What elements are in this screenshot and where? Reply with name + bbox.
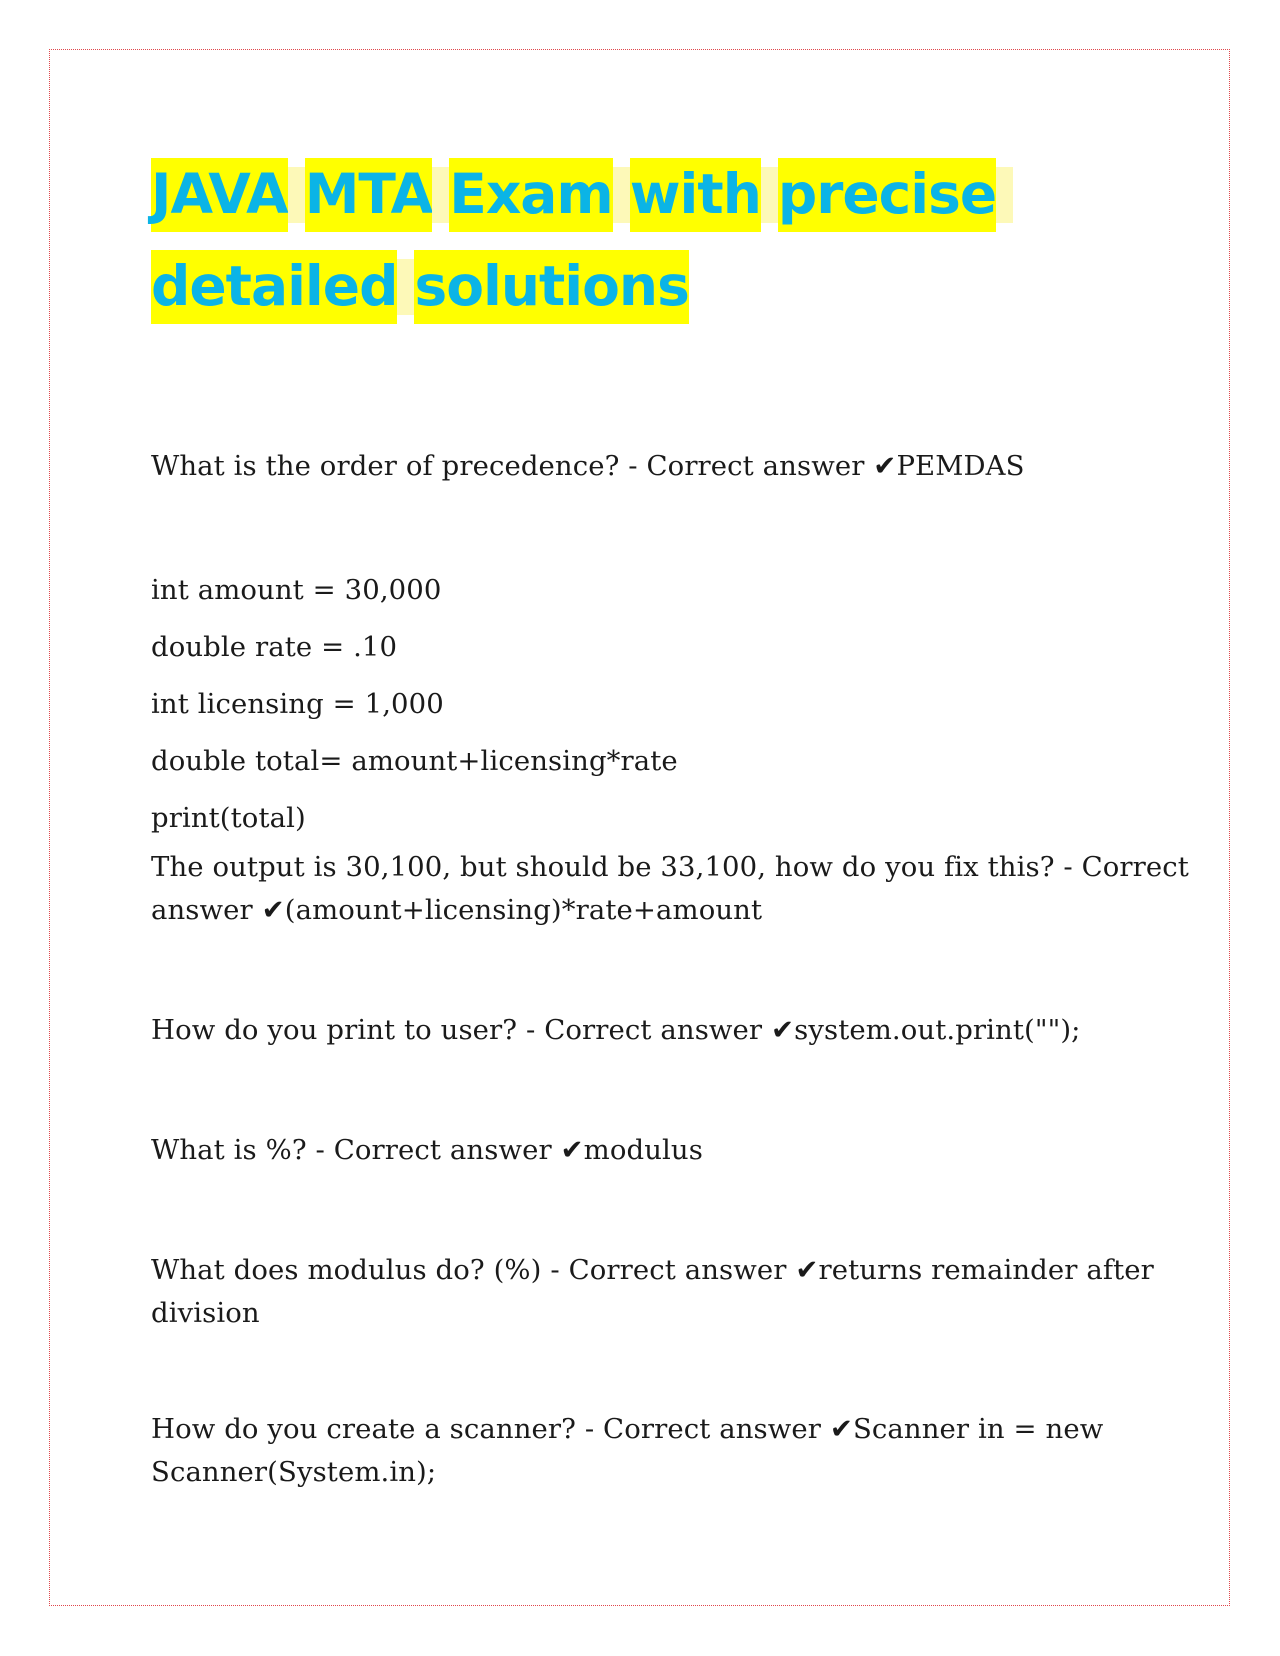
qa-line: How do you print to user? - Correct answer ✔system.out.print(""); <box>151 1014 1081 1046</box>
code-line: int licensing = 1,000 <box>151 688 444 720</box>
qa-item <box>151 1009 1131 1052</box>
title-space <box>432 167 449 223</box>
qa-item <box>151 1408 1131 1494</box>
title-word: Exam <box>449 158 612 232</box>
code-line: int amount = 30,000 <box>151 574 442 606</box>
qa-line: answer ✔(amount+licensing)*rate+amount <box>151 894 763 926</box>
qa-line: Scanner(System.in); <box>151 1456 437 1488</box>
qa-item <box>151 1129 1131 1172</box>
qa-line: What is %? - Correct answer ✔modulus <box>151 1134 703 1166</box>
document-title <box>151 148 1131 332</box>
title-word: with <box>630 158 761 232</box>
qa-line: division <box>151 1297 260 1329</box>
qa-line: What is the order of precedence? - Correct answer ✔PEMDAS <box>151 450 1025 482</box>
title-space <box>761 167 778 223</box>
title-space <box>397 259 414 315</box>
code-line: double rate = .10 <box>151 631 398 663</box>
qa-item <box>151 562 1131 847</box>
qa-item <box>151 846 1189 932</box>
title-word: JAVA <box>151 158 288 232</box>
document-content <box>151 148 1189 1488</box>
qa-line: What does modulus do? (%) - Correct answer ✔returns remainder after <box>151 1254 1154 1286</box>
title-word: detailed <box>151 250 397 324</box>
code-line: print(total) <box>151 802 306 834</box>
qa-item <box>151 1249 1154 1335</box>
title-space <box>996 167 1013 223</box>
qa-line: How do you create a scanner? - Correct answer ✔Scanner in = new <box>151 1413 1104 1445</box>
title-word: precise <box>778 158 996 232</box>
code-line: double total= amount+licensing*rate <box>151 745 678 777</box>
title-word: MTA <box>305 158 433 232</box>
title-space <box>613 167 630 223</box>
qa-line: The output is 30,100, but should be 33,100, how do you fix this? - Correct <box>151 851 1189 883</box>
qa-item <box>151 445 1131 488</box>
title-space <box>288 167 305 223</box>
title-word: solutions <box>414 250 688 324</box>
